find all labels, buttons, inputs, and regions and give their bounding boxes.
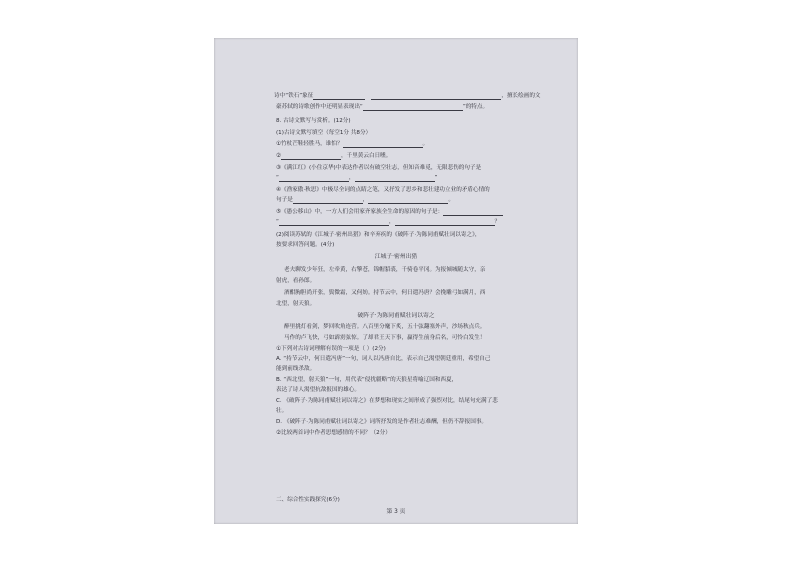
sub-question-1: (1)古诗文默写填空（每空1分 共8分） <box>276 130 372 136</box>
blank-line-1: ①竹杖芒鞋轻胜马，谁怕？ 。 <box>276 141 429 147</box>
comma: ， <box>388 219 395 225</box>
poem-1-title: 江城子·密州出猎 <box>374 254 418 260</box>
blank-line-5b <box>276 219 500 226</box>
question-mark: ？ <box>494 219 501 225</box>
blank-1-text: ①竹杖芒鞋轻胜马，谁怕？ <box>276 141 343 147</box>
quote-open: “ <box>276 175 279 181</box>
poem-2-line-2: 马作的卢飞快，弓如霹雳弦惊。了却君王天下事，赢得生前身后名，可怜白发生！ <box>284 335 486 341</box>
answer-blank <box>395 219 495 226</box>
blank-line-4a: ④《渔家傲·秋思》中极尽全词的点睛之笔，又抒发了思乡和悲壮建功立业的矛盾心情的 <box>276 187 490 193</box>
intro-line-1 <box>274 93 541 100</box>
answer-blank <box>363 104 463 111</box>
quote-open: “ <box>276 219 279 225</box>
option-b-line-2: 表达了诗人渴望抗敌报国的雄心。 <box>276 387 360 393</box>
blank-4-prefix: 句子是 <box>276 197 293 203</box>
blank-5-text: ⑤《愚公移山》中，一方人们会用家齐家族全生命的原因的句子是： <box>276 209 444 215</box>
blank-line-5a <box>276 209 503 216</box>
option-a-line-2: 能到前线杀敌。 <box>276 366 316 372</box>
answer-blank <box>313 93 365 100</box>
poem-1-line-3: 酒酣胸胆尚开张，鬓微霜，又何妨。持节云中，何日遣冯唐？会挽雕弓如满月，西 <box>284 290 486 296</box>
blank-line-3a: ③《满江红》(小住京华)中表达作者以有破空壮志，但知音难觅，无限悲伤的句子是 <box>276 165 482 171</box>
answer-blank <box>355 175 435 182</box>
blank-2-text: ，千里黄云白日曛。 <box>341 153 392 159</box>
page-number: 第 3 页 <box>386 509 406 515</box>
period: 。 <box>448 197 455 203</box>
answer-blank <box>343 141 423 148</box>
comma: ， <box>348 175 355 181</box>
poem-2-title: 破阵子·为陈同甫赋壮词以寄之 <box>357 313 435 319</box>
option-a-line-1: A. “持节云中，何日遣冯唐”一句，词人以冯唐自比，表示自己渴望朝廷重用，希望自己 <box>276 356 491 362</box>
section-next-heading: 二、综合性实践探究(6分) <box>276 497 340 503</box>
option-c-line-2: 壮。 <box>276 408 288 414</box>
blank-line-4b <box>276 197 454 204</box>
question-2: ②比较两首词中作者思想感情的不同？（2分） <box>276 430 391 436</box>
sub-question-2b: 按要求回答问题。(4分) <box>276 242 335 248</box>
blank-2-prefix: ② <box>276 153 282 159</box>
poem-1-line-1: 老夫聊发少年狂，左牵黄，右擎苍，锦帽貂裘，千骑卷平冈。为报倾城随太守，亲 <box>284 267 486 273</box>
quote-close: ” <box>434 175 438 181</box>
section-8-heading: 8. 古诗文默写与赏析。(12分) <box>276 118 351 124</box>
intro-line-2 <box>276 104 488 111</box>
answer-blank <box>368 197 448 204</box>
exam-paper-sheet <box>214 38 578 524</box>
answer-blank <box>443 209 503 216</box>
option-d-line-1: D. 《破阵子·为陈同甫赋壮词以寄之》词所抒发的是作者壮志难酬，但仍不辞报国事。 <box>276 419 488 425</box>
option-b-line-1: B. “西北望，射天狼”一句，用代表“侵扰疆略”的天狼星将喻辽国和西夏， <box>276 377 458 383</box>
blank-line-2 <box>276 153 391 160</box>
poem-2-line-1: 醉里挑灯看剑，梦回吹角连营。八百里分麾下炙，五十弦翻塞外声，沙场秋点兵。 <box>284 324 486 330</box>
intro-text-b: ，擅长绘画的文 <box>501 93 541 99</box>
answer-blank <box>293 197 363 204</box>
intro-text-a: 诗中“铁石”象征 <box>274 93 314 99</box>
comma: ， <box>362 197 369 203</box>
option-c-line-1: C. 《破阵子·为陈同甫赋壮词以寄之》在梦想和现实之间形成了强烈对比，结尾句充满了悲 <box>276 398 498 404</box>
blank-line-3b <box>276 175 437 182</box>
question-1: ①下列对古诗词理解有误的一项是（ ）(2分) <box>276 346 386 352</box>
poem-1-line-4: 北望，射天狼。 <box>276 301 316 307</box>
sub-question-2a: (2)阅读苏轼的《江城子·密州出猎》和辛弃疾的《破阵子·为陈同甫赋壮词以寄之》， <box>276 232 481 238</box>
answer-blank <box>371 93 501 100</box>
intro-text-c: 豪苏轼的诗歌创作中还明显表现出“ <box>276 104 363 110</box>
answer-blank <box>279 175 349 182</box>
intro-text-d: ”的特点。 <box>462 104 489 110</box>
answer-blank <box>281 153 341 160</box>
poem-1-line-2: 射虎，看孙郎。 <box>276 278 316 284</box>
answer-blank <box>279 219 389 226</box>
